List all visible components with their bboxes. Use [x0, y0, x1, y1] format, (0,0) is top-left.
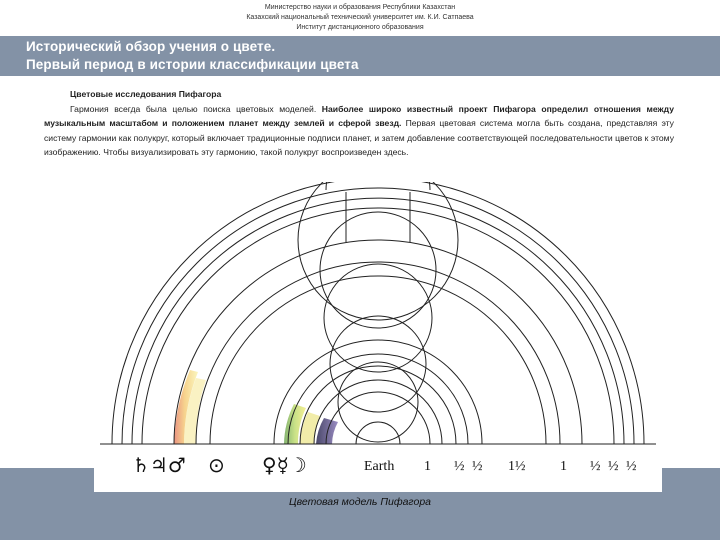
- section-subtitle: Цветовые исследования Пифагора: [70, 89, 222, 99]
- harmonic-circles: [298, 182, 458, 442]
- pythagoras-color-model-diagram: [94, 182, 662, 492]
- university-line: Казахский национальный технический университет им. К.И. Сатпаева: [246, 14, 474, 21]
- body-text: [44, 87, 674, 160]
- ratio-label: 1: [424, 459, 431, 474]
- figure-caption: Цветовая модель Пифагора: [288, 496, 432, 508]
- ratio-label: ½: [472, 459, 483, 474]
- ratio-label: 1: [560, 459, 567, 474]
- slide-title-line-1: Исторический обзор учения о цвете.: [26, 39, 276, 54]
- institute-line: Институт дистанционного образования: [296, 24, 424, 31]
- paragraph-text-2: Первая цветовая система могла быть создана, представляя эту систему гармонии как полукруг, который включает традиционные подписи планет, и затем добавление соответствующей последовательности цветов к этому изображению. Чтобы визуализировать эту гармонию, такой полукруг воспроизведен здесь.: [44, 118, 674, 157]
- ratio-label: ½: [590, 459, 601, 474]
- slide-title-line-2: Первый период в истории классификации цвета: [26, 57, 359, 72]
- earth-label: Earth: [364, 459, 395, 474]
- paragraph-bold-text: Наиболее широко известный проект Пифагора определил отношения между музыкальным масштабом и положением планет между землей и сферой звезд.: [44, 103, 674, 128]
- slide-title-bar: [0, 36, 720, 76]
- ratio-label: ½: [454, 459, 465, 474]
- institution-header: [0, 0, 720, 34]
- paragraph-text-1: Гармония всегда была целью поиска цветовых моделей.: [70, 103, 322, 114]
- ministry-line: Министерство науки и образования Республики Казахстан: [264, 4, 456, 11]
- body-paragraph: [44, 102, 674, 160]
- ratio-label: ½: [608, 459, 619, 474]
- sun-symbol: ⊙: [208, 453, 225, 477]
- ratio-label: 1½: [508, 459, 526, 474]
- venus-mercury-moon-symbols: ♀☿☽: [262, 453, 307, 477]
- ratio-label: ½: [626, 459, 637, 474]
- saturn-jupiter-mars-symbols: ♄♃♂: [132, 453, 186, 477]
